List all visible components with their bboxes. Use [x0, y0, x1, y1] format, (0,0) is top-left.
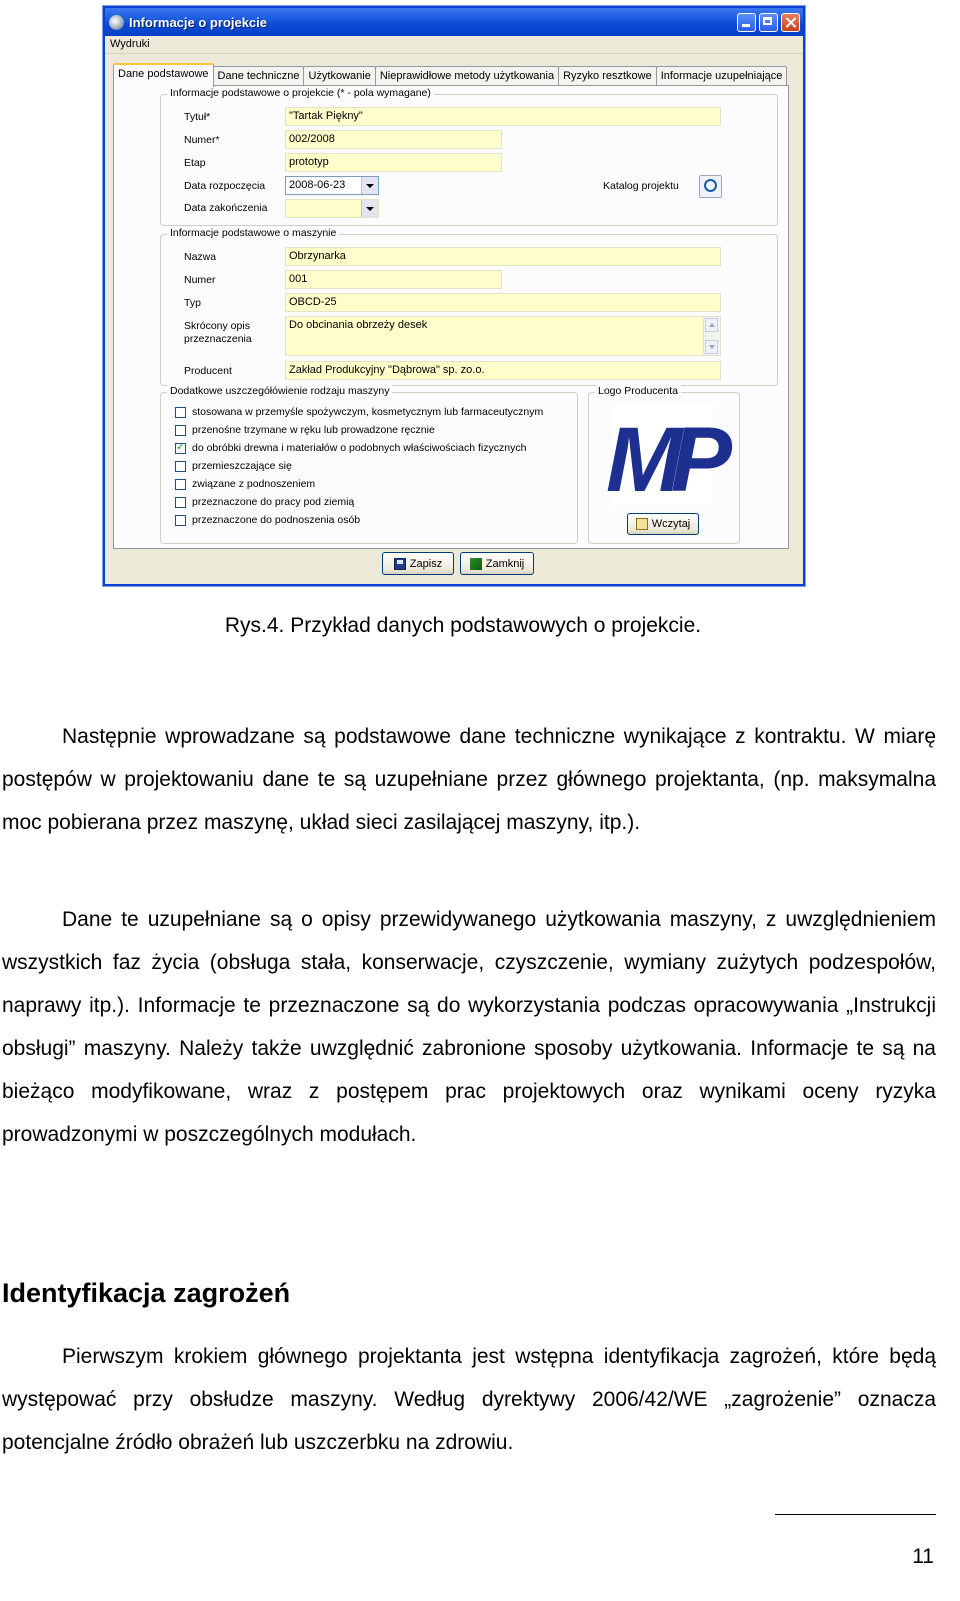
save-label: Zapisz	[409, 557, 443, 570]
figure-caption: Rys.4. Przykład danych podstawowych o projekcie.	[224, 614, 702, 637]
producent-label: Producent	[184, 365, 232, 377]
paragraph-1-text: Następnie wprowadzane są podstawowe dane techniczne wynikające z kontraktu. W miarę postępów w projektowaniu dane te są uzupełniane przez głównego projektanta, (np. maksymalna moc pobierana przez maszynę, układ sieci zasilającej maszyny, itp.).	[2, 725, 936, 834]
close-button[interactable]	[460, 552, 534, 575]
window-title: Informacje o projekcie	[129, 14, 267, 30]
checkbox-wood[interactable]	[175, 443, 186, 454]
checkbox-underground[interactable]	[175, 497, 186, 508]
close-label: Zamknij	[485, 557, 525, 570]
tab-uzytkowanie[interactable]: Użytkowanie	[303, 66, 375, 86]
tab-nieprawidlowe-metody[interactable]: Nieprawidłowe metody użytkowania	[375, 66, 559, 86]
etap-label: Etap	[184, 157, 206, 169]
logo-text: MP	[606, 409, 720, 511]
checkbox-handheld[interactable]	[175, 425, 186, 436]
menu-bar	[105, 36, 803, 54]
maximize-icon[interactable]	[759, 13, 778, 32]
floppy-disk-icon	[394, 558, 406, 570]
paragraph-2-text: Dane te uzupełniane są o opisy przewidywanego użytkowania maszyny, z uwzględnieniem wszystkich faz życia (obsługa stała, konserwacje, czyszczenie, wymiany zużytych podzespołów, naprawy itp.). Informacje te przeznaczone są do wykorzystania podczas opracowywania „Instrukcji obsługi” maszyny. Należy także uwzględnić zabronione sposoby użytkowania. Informacje te są na bieżąco modyfikowane, wraz z postępem prac projektowych oraz wynikami oceny ryzyka prowadzonymi w poszczególnych modułach.	[2, 908, 936, 1146]
checkbox-mobile[interactable]	[175, 461, 186, 472]
type-option-lifting[interactable]	[175, 478, 315, 490]
paragraph-3	[2, 1335, 936, 1464]
type-option-label: przemieszczające się	[192, 460, 292, 472]
numer-label: Numer*	[184, 134, 220, 146]
checkbox-food[interactable]	[175, 407, 186, 418]
chevron-down-icon[interactable]	[361, 177, 378, 194]
types-group-legend: Dodatkowe uszczegółówienie rodzaju maszyny	[167, 385, 392, 397]
opis-value: Do obcinania obrzeży desek	[289, 319, 428, 331]
paragraph-3-text: Pierwszym krokiem głównego projektanta jest wstępna identyfikacja zagrożeń, które będą występować przy obsłudze maszyny. Według dyrektywy 2006/42/WE „zagrożenie” oznacza potencjalne źródło obrażeń lub uszczerbku na zdrowiu.	[2, 1345, 936, 1454]
browse-folder-icon[interactable]	[699, 175, 722, 198]
tytul-field[interactable]: "Tartak Piękny"	[285, 107, 721, 126]
typ-label: Typ	[184, 297, 201, 309]
data-rozpoczecia-picker[interactable]	[285, 176, 379, 195]
tab-ryzyko-resztkowe[interactable]: Ryzyko resztkowe	[558, 66, 657, 86]
folder-icon	[636, 518, 648, 530]
data-rozpoczecia-value: 2008-06-23	[289, 179, 346, 191]
exit-icon	[470, 558, 482, 570]
type-option-label: stosowana w przemyśle spożywczym, kosmetycznym lub farmaceutycznym	[192, 406, 544, 418]
paragraph-2	[2, 898, 936, 1156]
opis-scrollbar[interactable]	[703, 317, 720, 355]
typ-field[interactable]: OBCD-25	[285, 293, 721, 312]
type-option-food[interactable]	[175, 406, 543, 418]
machine-numer-field[interactable]: 001	[285, 270, 502, 289]
machine-group-legend: Informacje podstawowe o maszynie	[167, 227, 339, 239]
type-option-underground[interactable]	[175, 496, 354, 508]
machine-info-group	[160, 227, 778, 386]
type-option-label: związane z podnoszeniem	[192, 478, 316, 490]
machine-numer-label: Numer	[184, 274, 216, 286]
save-button[interactable]	[382, 552, 454, 575]
close-icon[interactable]	[781, 13, 800, 32]
type-option-label: przeznaczone do podnoszenia osób	[192, 514, 361, 526]
data-zakonczenia-label: Data zakończenia	[184, 202, 268, 214]
data-rozpoczecia-label: Data rozpoczęcia	[184, 180, 266, 192]
wczytaj-label: Wczytaj	[651, 518, 691, 530]
project-group-legend: Informacje podstawowe o projekcie (* - pola wymagane)	[167, 87, 434, 99]
type-option-handheld[interactable]	[175, 424, 435, 436]
tab-dane-techniczne[interactable]: Dane techniczne	[213, 66, 305, 86]
etap-field[interactable]: prototyp	[285, 153, 502, 172]
type-option-label: przenośne trzymane w ręku lub prowadzone ręcznie	[192, 424, 435, 436]
katalog-label: Katalog projektu	[603, 180, 679, 192]
checkbox-person-lifting[interactable]	[175, 515, 186, 526]
manufacturer-logo	[606, 405, 720, 511]
data-zakonczenia-picker[interactable]	[285, 199, 379, 218]
nazwa-field[interactable]: Obrzynarka	[285, 247, 721, 266]
app-icon	[109, 15, 124, 30]
project-info-group	[160, 87, 778, 226]
opis-label-line2: przeznaczenia	[184, 333, 252, 345]
window-titlebar[interactable]	[105, 8, 803, 36]
type-option-wood[interactable]	[175, 442, 526, 454]
logo-group	[588, 385, 740, 544]
type-option-label: do obróbki drewna i materiałów o podobnych właściwościach fizycznych	[192, 442, 527, 454]
tytul-label: Tytuł*	[184, 111, 211, 123]
menu-item-wydruki[interactable]: Wydruki	[110, 38, 150, 50]
tab-informacje-uzupelniajace[interactable]: Informacje uzupełniające	[656, 66, 788, 86]
scroll-up-icon[interactable]	[705, 318, 718, 332]
tab-panel	[113, 85, 789, 549]
opis-label-line1: Skrócony opis	[184, 320, 250, 332]
opis-textarea[interactable]	[285, 316, 721, 356]
logo-group-legend: Logo Producenta	[595, 385, 681, 397]
chevron-down-icon[interactable]	[361, 200, 378, 217]
checkbox-lifting[interactable]	[175, 479, 186, 490]
paragraph-1	[2, 715, 936, 844]
wczytaj-button[interactable]	[627, 513, 699, 535]
machine-type-group	[160, 385, 578, 544]
nazwa-label: Nazwa	[184, 251, 217, 263]
tab-strip	[113, 66, 786, 86]
type-option-mobile[interactable]	[175, 460, 292, 472]
footer-rule	[775, 1514, 936, 1515]
page-number: 11	[912, 1545, 934, 1568]
tab-dane-podstawowe[interactable]: Dane podstawowe	[113, 63, 214, 87]
numer-field[interactable]: 002/2008	[285, 130, 502, 149]
section-heading: Identyfikacja zagrożeń	[2, 1278, 291, 1308]
project-info-window	[103, 6, 805, 586]
type-option-label: przeznaczone do pracy pod ziemią	[192, 496, 355, 508]
scroll-down-icon[interactable]	[705, 340, 718, 354]
type-option-person-lifting[interactable]	[175, 514, 360, 526]
minimize-icon[interactable]	[737, 13, 756, 32]
producent-field[interactable]: Zakład Produkcyjny "Dąbrowa" sp. zo.o.	[285, 361, 721, 380]
